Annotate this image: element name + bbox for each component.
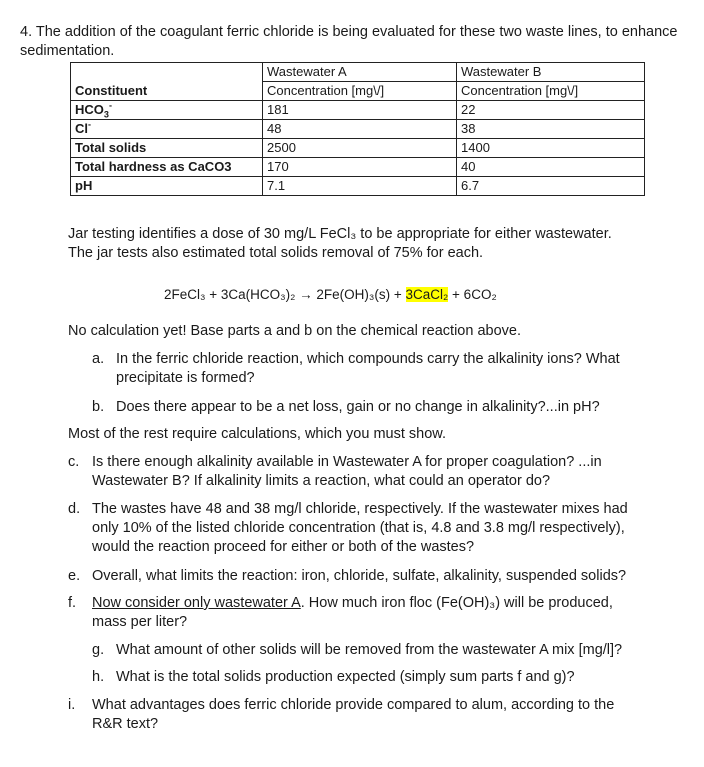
row-value-b: 1400 [457,139,645,158]
part-label: i. [68,697,76,713]
jar-line-1: Jar testing identifies a dose of 30 mg/L FeCl₃ to be appropriate for either wastewater. [68,226,612,242]
table-row [71,158,645,177]
row-name: pH [71,177,263,196]
table-row [71,177,645,196]
header-wastewater-b: Wastewater B [457,63,645,82]
part-text-underlined: Now consider only wastewater A [92,595,301,611]
row-name: Total solids [71,139,263,158]
row-name: Total hardness as CaCO3 [71,158,263,177]
row-name: Cl- [71,120,263,139]
part-text: R&R text? [92,716,159,732]
part-label: c. [68,454,80,470]
intro-calculations: Most of the rest require calculations, which you must show. [68,426,446,442]
part-text: would the reaction proceed for either or both of the wastes? [92,539,475,555]
part-label: g. [92,642,105,658]
question-title: 4. The addition of the coagulant ferric chloride is being evaluated for these two waste lines, to enhance sedimentation. [20,24,678,59]
table-row [71,120,645,139]
part-text: Is there enough alkalinity available in Wastewater A for proper coagulation? ...in [92,454,602,470]
table-header-blank [71,63,263,82]
equation-highlight: 3CaCl₂ [405,287,449,302]
part-text: Does there appear to be a net loss, gain or no change in alkalinity?...in pH? [116,399,600,415]
part-label: e. [68,568,81,584]
part-text: The wastes have 48 and 38 mg/l chloride, respectively. If the wastewater mixes had [92,501,628,517]
intro-no-calculation: No calculation yet! Base parts a and b on the chemical reaction above. [68,323,521,339]
row-value-b: 38 [457,120,645,139]
header-concentration-a: Concentration [mg\/] [263,82,457,101]
row-value-a: 181 [263,101,457,120]
row-value-a: 48 [263,120,457,139]
part-text: Overall, what limits the reaction: iron, chloride, sulfate, alkalinity, suspended solids? [92,568,627,584]
reaction-equation [164,287,497,302]
part-text: mass per liter? [92,614,188,630]
part-text: What is the total solids production expected (simply sum parts f and g)? [116,669,575,685]
jar-test-text [68,225,688,263]
part-text: precipitate is formed? [116,370,255,386]
header-constituent: Constituent [71,82,263,101]
row-value-a: 170 [263,158,457,177]
table-row [71,139,645,158]
part-label: f. [68,595,77,611]
part-text: What advantages does ferric chloride provide compared to alum, according to the [92,697,615,713]
jar-line-2: The jar tests also estimated total solids removal of 75% for each. [68,245,484,261]
equation-left: 2FeCl₃ + 3Ca(HCO₃)₂ → 2Fe(OH)₃(s) + [164,287,406,302]
equation-right: + 6CO₂ [448,287,497,302]
row-value-a: 2500 [263,139,457,158]
part-label: a. [92,351,105,367]
part-label: h. [92,669,105,685]
part-text: In the ferric chloride reaction, which compounds carry the alkalinity ions? What [116,351,620,367]
part-text: What amount of other solids will be removed from the wastewater A mix [mg/l]? [116,642,623,658]
wastewater-table [70,62,645,196]
header-concentration-b: Concentration [mg\/] [457,82,645,101]
row-value-b: 6.7 [457,177,645,196]
part-text: . How much iron floc (Fe(OH)₃) will be produced, [300,595,613,611]
row-value-b: 22 [457,101,645,120]
row-value-a: 7.1 [263,177,457,196]
part-label: b. [92,399,105,415]
part-text: only 10% of the listed chloride concentration (that is, 4.8 and 3.8 mg/l respectively), [92,520,625,536]
part-label: d. [68,501,81,517]
header-wastewater-a: Wastewater A [263,63,457,82]
table-row [71,101,645,120]
part-text: Wastewater B? If alkalinity limits a reaction, what could an operator do? [92,473,551,489]
row-name: $HCO_3^-$ [71,101,263,120]
row-value-b: 40 [457,158,645,177]
